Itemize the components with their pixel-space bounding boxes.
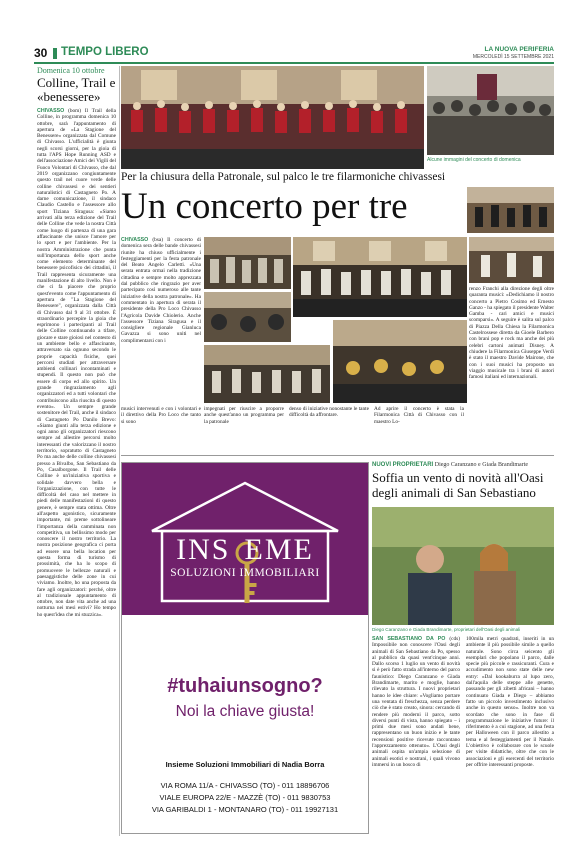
page-number: 30 [34, 46, 48, 60]
concert-col5 [469, 286, 554, 380]
orchestra-photo-illustration [293, 237, 467, 317]
section-divider [121, 455, 554, 456]
pets-headline: Soffia un vento di novità all'Oasi degli animali di San Sebastiano [372, 470, 544, 500]
concert-col3-end: denso di iniziative nonostante le tante difficoltà da affrontare. [289, 406, 369, 419]
concert-photo-right-mid [469, 237, 554, 283]
concert-photo-center-right [333, 320, 467, 403]
band-bottom-photo-illustration [204, 345, 330, 403]
pets-kicker-label: NUOVI PROPRIETARI [372, 462, 434, 468]
concert-photo-main [121, 66, 424, 169]
dateline-place: CHIVASSO [121, 237, 149, 243]
concert-headline: Un concerto per tre [121, 186, 408, 227]
section-title: TEMPO LIBERO [61, 46, 149, 58]
concert-col1-end: musici intervenuti e con i volontari e il direttivo della Pro Loco che tanto si sono [121, 406, 201, 425]
article-headline: Colline, Trail e «benessere» [37, 75, 116, 104]
pets-kicker-names: Diego Caranzano e Giada Brandimarte [434, 462, 529, 468]
concert-col1 [121, 237, 201, 413]
musicians-photo-illustration [204, 237, 291, 289]
header-rule [34, 62, 554, 64]
pets-col1-text: Impossibile non conoscere l'Oasi degli animali di San Sebastiano da Po, spesso al pubblico da quasi vent'cinque anni. Dallo scorso 1 luglio un vento di novità si è però fatto strada all'interno del parco faunistico: Diego Caranzano e Giada Brandimarte, marito e moglie, hanno rilevato la struttura. I nuovi proprietari hanno le idee chiare: «Vogliamo portare una ventata di freschezza, senza perdere ciò che è stato creato, sinora: cercando di rendere più moderni il parco, sotto diversi punti di vista, hanno spiegato – i primi due mesi sono andati bene, rappresentano un buon inizio e le tante recensioni positive ricevute raccontano l'apprezzamento ottenuto». L'Oasi degli animali ospita un'ampia selezione di animali esotici e nostrani, i quali vivono immersi in un bosco di [372, 642, 460, 768]
concert-photo-center-bottom [204, 345, 330, 403]
pets-photo [372, 507, 554, 625]
article-date-line: Domenica 10 ottobre [37, 66, 105, 75]
pets-photo-caption: Diego Caranzano e Giada Brandimarte, proprietari dell'Oasi degli animali [372, 627, 521, 632]
ad-company: Insieme Soluzioni Immobiliari di Nadia Borra [165, 760, 325, 769]
ad-brand-subtitle: SOLUZIONI IMMOBILIARI [170, 567, 320, 579]
ad-slogan: Noi la chiave giusta! [175, 703, 315, 720]
concert-col2-end: impegnati per riuscire a proporre anche quest'anno un programma per la patronale [204, 406, 284, 425]
concert-col4-end: Ad aprire il concerto è stata la Filarmonica Città di Chivasso con il maestro Lo- [374, 406, 464, 425]
band-photo-small-illustration [467, 187, 554, 233]
director-photo-illustration [469, 237, 554, 283]
ad-brand-name [122, 535, 368, 565]
concert-photo-side [427, 66, 554, 155]
concert-kicker: Per la chiusura della Patronale, sul palco le tre filarmoniche chivassesi [121, 171, 446, 183]
issue-date: MERCOLEDÌ 15 SETTEMBRE 2021 [472, 54, 554, 60]
ad-brand-part1: INS [176, 533, 231, 566]
concert-photo-small-top [467, 187, 554, 233]
dateline-meta: (cds) [449, 636, 460, 642]
body-text: Il Trail della Colline, in programma domenica 10 ottobre, sarà l'appuntamento di apertura de «La Stagione del Benessere» organizzata dal Comune di Chivasso. L'ufficialità è giunta negli scorsi giorni, per la gioia di tutta l'APS Hope Running ASD e dell'associazione Amici dei Vigili del Fuoco Volontari di Chivasso, che dal 2019 organizzano congiuntamente questo trail nel cuore verde delle colline chivassesi e dei sentieri naturalistici di Castagneto Po. A darne comunicazione, il sindaco Claudio Castello e l'assessore allo sport Tiziana Siragusa: «Siamo arrivati alla terza edizione del Trail delle Colline che vede la nostra Città come luogo di partenza di una gara affascinante che unisce l'amore per lo sport e per l'ambiente. Per la nostra Amministrazione che punta sull'importanza dello sport anche come elemento determinante del benessere psicofisico dei cittadini, il Trail rappresenta sicuramente una manifestazione di alto livello. Non è che ci fa piacere che proprio quest'evento come l'appuntamento di apertura de "La Stagione del Benessere", organizzata dalla Città di Chivasso dal 9 al 31 ottobre. È straordinario percepire la gioia che esprimono i partecipanti al Trail delle Colline continuando a tifare, giocare e stare gioiosi nel contesto di un ambiente bello e affascinante, attraversato sia ognuno secondo le proprie capacità fisiche, quei percorsi studiati per attraversare ambienti collinari incontaminati e stupendi. Il questo non può che essere di corpo ed allo spirito. Un grande ringraziamento agli organizzatori ed a tutti volontari che contribuiscono alla riuscita di questo evento». Un sempre grande sostenitore del Trail, anche il sindaco di Castagneto Po Danilo Brevo: «Siamo giunti alla terza edizione e ogni anno gli organizzatori riescono sempre ad allestire percorsi molto interessanti che valorizzano il nostro territorio, sopratutto di Castagneto Po ma anche delle colline chivassesi presso a Bivalbo, San Sebastiano da Po, Casalborgone. Il Trail delle Colline è un'iniziativa sportiva e solidale davvero bella e l'organizzazione, con tutte le difficoltà del caso nel mettere in piedi delle manifestazioni di questo genere, è sempre stata ottima. Oltre all'aspetto agonistico, sicuramente importante, mi preme sottolineare l'importanza della camminata non competitiva, un bellissimo modo per conoscere il nostro territorio. La nostra posizione geografica ci porta ad essere una bella location per questa forma di turismo di prossimità, che ha lo scopo di promuovere le bellezze naturali e paesaggistiche delle zone in cui viviamo. Inoltre, ho una proposta da fare agli organizzatori: perché, oltre al tradizionale appuntamento di ottobre, non date vita anche ad una notturna nei mesi estivi? Ho tempo ho quest'idea che mi stuzzica». [37, 108, 117, 618]
ad-address-2: VIALE EUROPA 22/E - MAZZÈ (TO) - 011 9830753 [159, 793, 331, 802]
brass-photo-illustration [333, 320, 467, 403]
article-body [37, 108, 116, 618]
concert-photo-center-left [204, 292, 291, 342]
ad-brand-panel [122, 463, 368, 615]
owners-photo-illustration [372, 507, 554, 625]
pets-kicker [372, 462, 554, 469]
ad-hashtag: #tuhaiunsogno? [167, 675, 323, 697]
dateline-place: SAN SEBASTIANO DA PO [372, 636, 446, 642]
concert-photo-center-top [204, 237, 291, 289]
col1-text: Il concerto di domenica sera delle bande chivassesi riunite ha chiuso ufficialmente i festeggiamenti per la festa patronale del Beato Angelo Carletti. «Una serata entrata ormai nella tradizione cittadina e sempre molto apprezzata dal pubblico che ringrazio per aver partecipato così numeroso alle tante iniziative della nostra patronale». Ha commentato in apertura di serata il presidente della Pro Loco Chivasso l'Agricola Davide Chiolerio. Anche l'assessore Tiziana Siragusa e il consigliere regionale Gianluca Gavazza si sono uniti nel complimentarsi con i [121, 237, 201, 344]
col5-text: renzo Franchi alla direzione degli oltre quaranta musici: «Dedichiamo il nostro concerto a Pietro Cosimo ed Ernesto Ganzo - ha spiegato il presidente Walter Gamba - cari amici e musici scomparsi». A seguire è salita sul palco di Piazza Della Chiesa la Filarmonica Castelrossese diretta da Gioele Barbero con brani pop e rock ma anche dei più celebri cartoni animati Disney. A chiudere la Filarmonica Giuseppe Verdi è stato il maestro Davide Mairone, che con i suoi musici ha proposto un viaggio musicale tra i brani di autori famosi italiani ed internazionali. [469, 286, 554, 381]
section-marker [53, 48, 57, 59]
dateline-meta: (bsa) [152, 237, 164, 243]
crowd-photo-illustration [427, 66, 554, 155]
dateline-place: CHIVASSO [37, 108, 65, 114]
dateline-meta: (bom) [68, 108, 82, 114]
paper-name: LA NUOVA PERIFERIA [484, 46, 554, 53]
ad-address-1: VIA ROMA 11/A - CHIVASSO (TO) - 011 18896706 [160, 781, 330, 790]
ad-brand-part2: EME [244, 533, 314, 566]
page-header [34, 46, 554, 62]
drummers-photo-illustration [204, 292, 291, 342]
left-article [37, 66, 116, 618]
pets-col2: 100mila metri quadrati, inseriti in un ambiente il più possibile simile a quello naturale. Sono circa seicento gli esemplari che popolano il parco, dalle specie più piccole e rassicuranti. Cura e accudimento non sono state delle new entry: «Dal kookaburra al lupo zero, dall'aquila delle steppe alle genette, passando per gli zibetti africani – hanno continuato Giada e Diego – abbiamo fatto un piccolo investimento inclusivo anche in questo senso». Inoltre non va scordato che sono in fase di programmazione le iniziative future: il riferimento è a cui stagione, ad una festa per Halloween con il parco allestito a tema e al festeggiamenti per il Natale. L'obiettivo è collaborare con le scuole per visite didattiche, oltre che con le associazioni e gli esercenti del territorio per offrire interessanti proposte. [466, 636, 554, 768]
concert-photo-center-wide [293, 237, 467, 317]
ad-address-3: VIA GARIBALDI 1 - MONTANARO (TO) - 011 19927131 [151, 805, 339, 814]
column-divider [119, 66, 120, 836]
band-photo-illustration [121, 66, 424, 169]
pets-col1 [372, 636, 460, 768]
ad-insieme [121, 462, 369, 834]
photo-caption: Alcune immagini del concerto di domenica [427, 157, 521, 163]
